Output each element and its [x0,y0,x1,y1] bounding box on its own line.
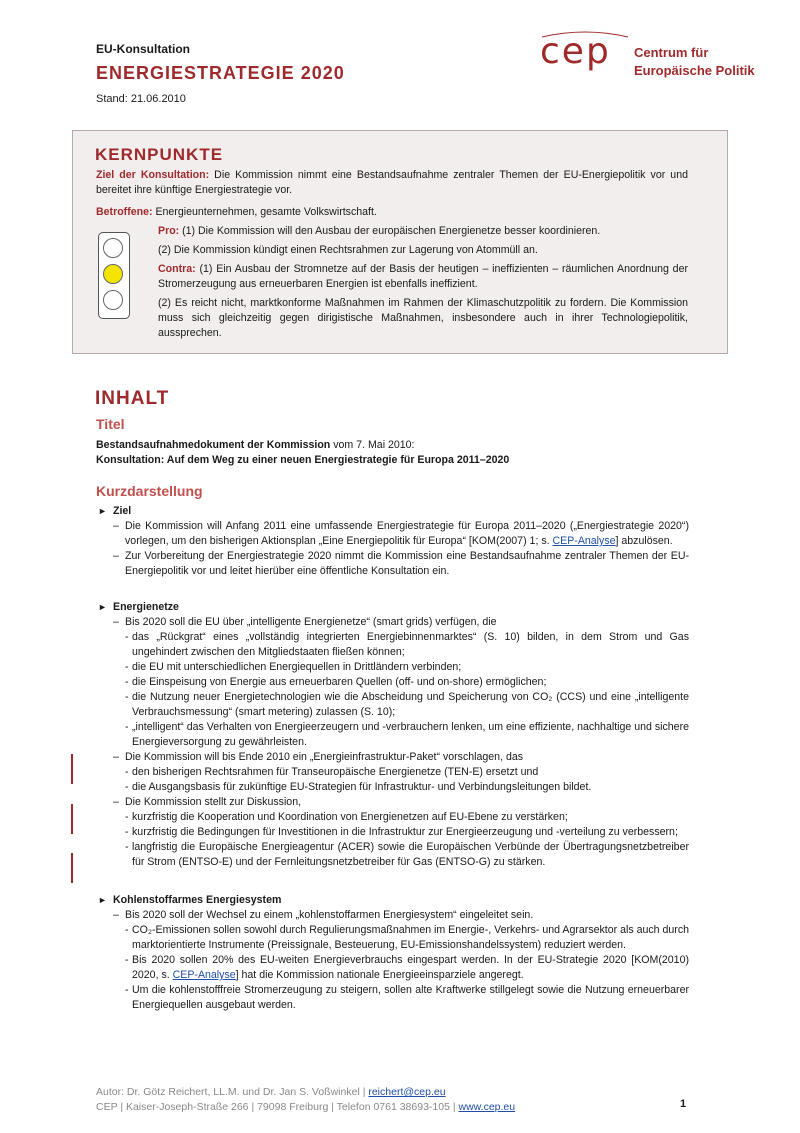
ziel-item-2-text: Zur Vorbereitung der Energiestrategie 2020 nimmt die Kommission eine Bestandsaufnahme zentraler Themen der EU-Energiepolitik vor und leitet hierüber eine öffentliche Konsultation ein. [125,550,689,577]
list-item: - „intelligent“ das Verhalten von Energieerzeugern und -verbrauchern lenken, um eine effiziente, nachhaltige und sichere Energieversorgung zu gewährleisten. [125,721,689,748]
org-line-2: Europäische Politik [634,63,755,78]
affected-text: Energieunternehmen, gesamte Volkswirtschaft. [152,206,377,218]
goal-label: Ziel der Konsultation: [96,169,210,181]
ziel-item-1-text: Die Kommission will Anfang 2011 eine umfassende Energiestrategie für Europa 2011–2020 („Energiestrategie 2020“) vorlegen, um den bisherigen Aktionsplan „Eine Energiepolitik für Europa“ [KOM(2007) 1; s. [125,520,689,547]
doc-name: Bestandsaufnahmedokument der Kommission [96,439,331,451]
traffic-light-icon [98,232,130,319]
ziel-item-2: – Zur Vorbereitung der Energiestrategie 2020 nimmt die Kommission eine Bestandsaufnahme zentraler Themen der EU-Energiepolitik vor und leitet hierüber eine öffentliche Konsultation ein. [113,550,689,577]
kohlenstoff-heading-row [98,893,689,908]
triangle-bullet-icon: ► [98,602,107,612]
author-email-link[interactable]: reichert@cep.eu [368,1086,446,1098]
list-item: - kurzfristig die Kooperation und Koordination von Energienetzen auf EU-Ebene zu verstärken; [125,811,568,823]
footer [96,1085,515,1115]
doc-reference-1 [96,438,696,453]
affected-label: Betroffene: [96,206,153,218]
pro-points [158,224,688,341]
section-kohlenstoff [98,893,690,1013]
energienetze-heading: Energienetze [113,601,179,613]
document-date: Stand: 21.06.2010 [96,93,186,105]
list-item: - kurzfristig die Bedingungen für Investitionen in die Infrastruktur zur Energieerzeugung und -verteilung zu verbessern; [125,826,678,838]
ziel-heading-row [98,504,689,519]
kohlenstoff-heading: Kohlenstoffarmes Energiesystem [113,894,282,906]
affected-parties [96,205,688,220]
list-item: - CO₂-Emissionen sollen sowohl durch Regulierungsmaßnahmen im Energie-, Verkehrs- und Agrarsektor als auch durch marktorientierte Instrumente (Preissignale, Besteuerung, EU-Emissionshandelssystem) reduziert werden. [125,924,690,951]
contra-1-text: (1) Ein Ausbau der Stromnetze auf der Basis der heutigen – ineffizienten – räumlichen Anordnung der Stromerzeugung aus erneuerbaren Energien ist ebenfalls ineffizient. [158,263,688,290]
cep-logo [540,31,755,78]
goal-text: Die Kommission nimmt eine Bestandsaufnahme zentraler Themen der EU-Energiepolitik vor und bereitet ihre künftige Energiestrategie vor. [96,169,688,196]
triangle-bullet-icon: ► [98,506,107,516]
section-energienetze [98,600,689,870]
change-marker [71,754,73,784]
section-ziel [98,504,689,579]
list-item: - Bis 2020 sollen 20% des EU-weiten Energieverbrauchs eingespart werden. In der EU-Strategie 2020 [KOM(2010) 2020, s. CEP-Analyse] hat die Kommission nationale Energieeinsparziele angeregt. [125,954,689,981]
list-item: – Bis 2020 soll der Wechsel zu einem „kohlenstoffarmen Energiesystem“ eingeleitet sein. [113,909,534,921]
triangle-bullet-icon: ► [98,895,107,905]
change-marker [71,804,73,834]
list-item: - das „Rückgrat“ eines „vollständig integrierten Energiebinnenmarktes“ (S. 10) bilden, in dem Strom und Gas ungehindert zwischen den Mitgliedstaaten fließen können; [125,631,689,658]
pro-label: Pro: [158,225,180,237]
doc-reference-2: Konsultation: Auf dem Weg zu einer neuen Energiestrategie für Europa 2011–2020 [96,454,510,466]
content-heading: INHALT [95,388,170,409]
list-item: – Die Kommission will bis Ende 2010 ein „Energieinfrastruktur-Paket“ vorschlagen, das [113,751,524,763]
website-link[interactable]: www.cep.eu [458,1101,516,1113]
document-type: EU-Konsultation [96,42,190,56]
list-item: - langfristig die Europäische Energieagentur (ACER) sowie die Europäischen Verbünde der Übertragungsnetzbetreiber für Strom (ENTSO-E) und der Fernleitungsnetzbetreiber für Gas (ENTSO-G) zu stärken. [125,841,689,868]
document-reference [96,438,696,468]
ziel-item-1-end: ] abzulösen. [615,535,673,547]
list-item: - Um die kohlenstofffreie Stromerzeugung zu steigern, sollen alte Kraftwerke stillgelegt sowie die Nutzung erneuerbarer Energiequellen ausgebaut werden. [125,984,689,1011]
summary-subheading: Kurzdarstellung [96,483,203,499]
contra-label: Contra: [158,263,196,275]
org-line-1: Centrum für [634,45,709,60]
key-points-title: KERNPUNKTE [95,145,224,164]
page-title: ENERGIESTRATEGIE 2020 [96,63,345,83]
footer-address: CEP | Kaiser-Joseph-Straße 266 | 79098 Freiburg | Telefon 0761 38693-105 | www.cep.eu [96,1101,516,1113]
contra-2: (2) Es reicht nicht, marktkonforme Maßnahmen im Rahmen der Klimaschutzpolitik zu fordern. Die Kommission muss sich gleichzeitig gegen dirigistische Maßnahmen, insbesondere auch in ihrer Technologiepolitik, aussprechen. [158,297,688,339]
contra-1 [158,262,688,292]
logo-arc-icon [540,30,630,38]
pro-1-text: (1) Die Kommission will den Ausbau der europäischen Energienetze besser koordinieren. [179,225,601,237]
traffic-light-top-lamp [103,238,123,258]
cep-analysis-link[interactable]: CEP-Analyse [552,535,616,547]
traffic-light-middle-lamp [103,264,123,284]
logo-wordmark: cep [540,31,611,72]
list-item: – Die Kommission stellt zur Diskussion, [113,796,302,808]
doc-date: vom 7. Mai 2010: [330,439,415,451]
ziel-heading: Ziel [113,505,132,517]
list-item: - den bisherigen Rechtsrahmen für Transeuropäische Energienetze (TEN-E) ersetzt und [125,766,539,778]
organization-name [634,44,774,80]
footer-authors: Autor: Dr. Götz Reichert, LL.M. und Dr. Jan S. Voßwinkel | reichert@cep.eu [96,1086,446,1098]
energienetze-heading-row [98,600,689,615]
traffic-light-bottom-lamp [103,290,123,310]
title-subheading: Titel [96,416,125,432]
list-item: - die Nutzung neuer Energietechnologien wie die Abscheidung und Speicherung von CO₂ (CCS) und eine „intelligente Verbrauchsmessung“ (smart metering) zulassen (S. 10); [125,691,689,718]
consultation-goal [96,168,688,198]
list-item: - die Ausgangsbasis für zukünftige EU-Strategien für Infrastruktur- und Verbindungsleitungen bildet. [125,781,592,793]
list-item: - die EU mit unterschiedlichen Energiequellen in Drittländern verbinden; [125,661,462,673]
list-item: - die Einspeisung von Energie aus erneuerbaren Quellen (off- und on-shore) ermöglichen; [125,676,547,688]
change-marker [71,853,73,883]
pro-2: (2) Die Kommission kündigt einen Rechtsrahmen zur Lagerung von Atommüll an. [158,244,538,256]
list-item: – Bis 2020 soll die EU über „intelligente Energienetze“ (smart grids) verfügen, die [113,616,497,628]
pro-1 [158,224,688,239]
cep-analysis-link[interactable]: CEP-Analyse [172,969,236,981]
ziel-item-1: – Die Kommission will Anfang 2011 eine umfassende Energiestrategie für Europa 2011–2020 („Energiestrategie 2020“) vorlegen, um den bisherigen Aktionsplan „Eine Energiepolitik für Europa“ [KOM(2007) 1; s. CEP-Analyse] abzulösen. [113,520,689,547]
page-number: 1 [680,1098,687,1110]
